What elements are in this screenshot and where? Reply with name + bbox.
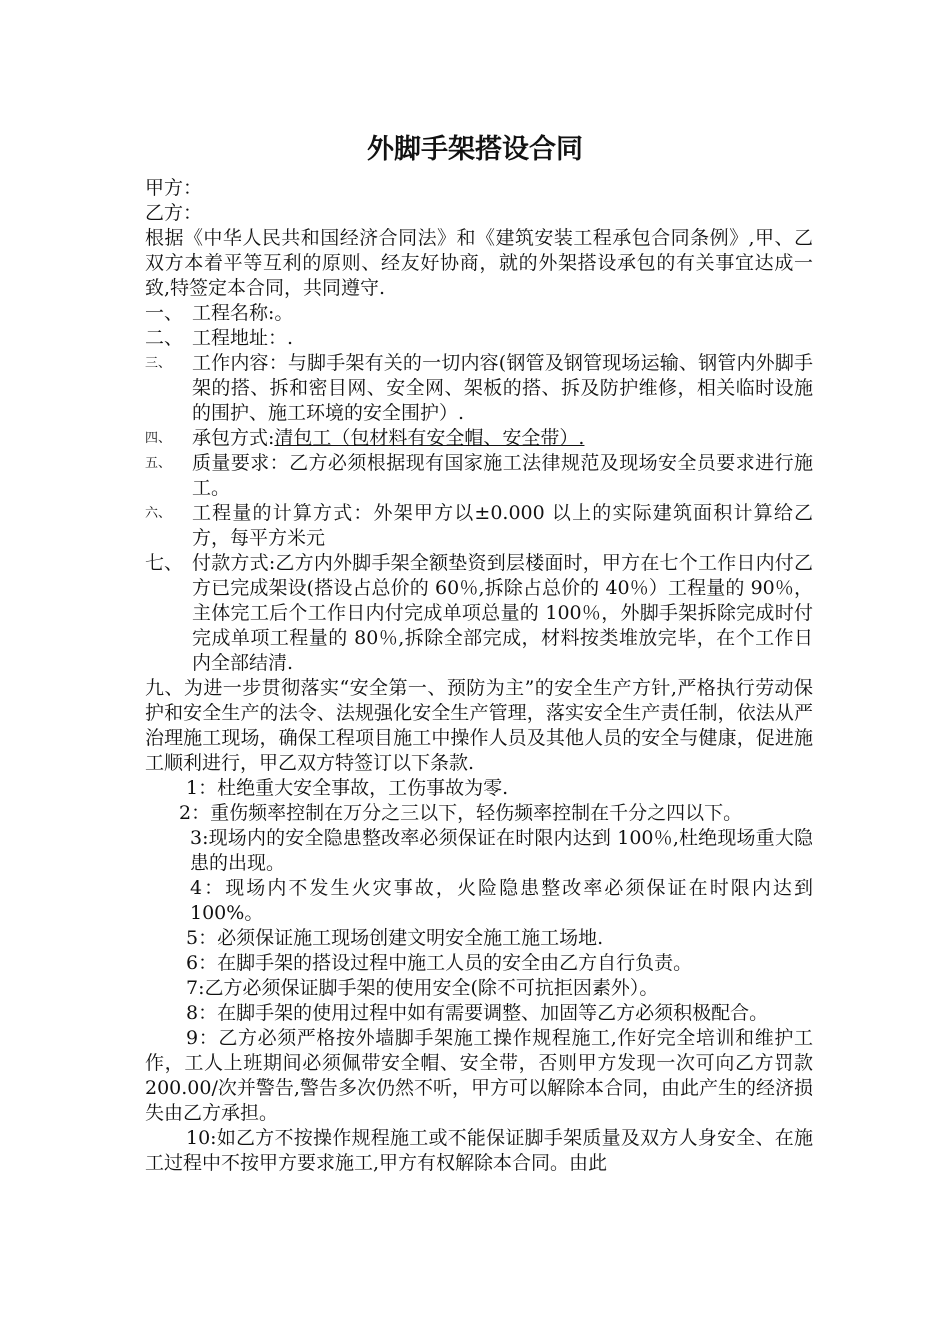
clause-project-name (145, 301, 813, 326)
safety-clause-7: 7:乙方必须保证脚手架的使用安全(除不可抗拒因素外）。 (186, 977, 659, 999)
safety-clause-5: 5：必须保证施工现场创建文明安全施工施工场地. (186, 927, 604, 949)
safety-clause-2: 2：重伤频率控制在万分之三以下，轻伤频率控制在千分之四以下。 (179, 802, 743, 824)
clause-quality (145, 451, 813, 501)
party-b-line: 乙方： (145, 202, 203, 224)
clause-text: 工程名称:。 (192, 302, 294, 324)
page-title: 外脚手架搭设合同 (367, 134, 583, 165)
safety-clause-8: 8：在脚手架的使用过程中如有需要调整、加固等乙方必须积极配合。 (186, 1002, 769, 1024)
clause-text: 工程地址：. (192, 327, 294, 349)
safety-clause-4: 4：现场内不发生火灾事故，火险隐患整改率必须保证在时限内达到 100%。 (190, 877, 813, 924)
clause-label: 承包方式: (192, 427, 275, 449)
clause-number: 二、 (145, 327, 184, 349)
section-nine-paragraph: 九、为进一步贯彻落实“安全第一、预防为主”的安全生产方针,严格执行劳动保护和安全生产的法令、法规强化安全生产管理，落实安全生产责任制，依法从严治理施工现场，确保工程项目施工中操作人员及其他人员的安全与健康，促进施工顺利进行，甲乙双方特签订以下条款. (145, 677, 813, 774)
intro-paragraph: 根据《中华人民共和国经济合同法》和《建筑安装工程承包合同条例》,甲、乙双方本着平等互利的原则、经友好协商，就的外架搭设承包的有关事宜达成一致,特签定本合同，共同遵守. (145, 227, 813, 299)
clause-number: 三、 (145, 356, 172, 371)
clause-work-content (145, 351, 813, 426)
clause-number: 四、 (145, 431, 172, 446)
clause-number: 一、 (145, 302, 184, 324)
clause-text (192, 426, 813, 451)
safety-clause-3: 3:现场内的安全隐患整改率必须保证在时限内达到 100％,杜绝现场重大隐患的出现。 (190, 827, 813, 874)
safety-clause-6: 6：在脚手架的搭设过程中施工人员的安全由乙方自行负责。 (186, 952, 693, 974)
contract-body (145, 176, 813, 1176)
clause-contract-method (145, 426, 813, 451)
safety-clause-10: 10:如乙方不按操作规程施工或不能保证脚手架质量及双方人身安全、在施工过程中不按甲方要求施工,甲方有权解除本合同。由此 (145, 1127, 813, 1174)
clause-text: 质量要求：乙方必须根据现有国家施工法律规范及现场安全员要求进行施工。 (192, 452, 813, 499)
clause-number: 六、 (145, 506, 172, 521)
underlined-text: 清包工（包材料有安全帽、安全带）. (274, 427, 585, 449)
clause-quantity-calc (145, 501, 813, 551)
party-a-line: 甲方： (145, 177, 203, 199)
safety-clause-9: 9：乙方必须严格按外墙脚手架施工操作规程施工,作好完全培训和维护工作，工人上班期间必须佩带安全帽、安全带，否则甲方发现一次可向乙方罚款 200.00/次并警告,警告多次仍然不听，甲方可以解除本合同，由此产生的经济损失由乙方承担。 (145, 1027, 813, 1124)
clause-number: 七、 (145, 552, 184, 574)
clause-text: 工程量的计算方式：外架甲方以±0.000 以上的实际建筑面积计算给乙方，每平方米元 (192, 502, 813, 549)
clause-project-address (145, 326, 813, 351)
clause-text: 工作内容：与脚手架有关的一切内容(钢管及钢管现场运输、钢管内外脚手架的搭、拆和密目网、安全网、架板的搭、拆及防护维修，相关临时设施的围护、施工环境的安全围护）. (192, 352, 813, 424)
clause-payment (145, 551, 813, 676)
safety-clause-1: 1：杜绝重大安全事故，工伤事故为零. (186, 777, 509, 799)
clause-text: 付款方式:乙方内外脚手架全额垫资到层楼面时，甲方在七个工作日内付乙方已完成架设(搭设占总价的 60％,拆除占总价的 40％）工程量的 90％，主体完工后个工作日内付完成单项总量的 100％，外脚手架拆除完成时付完成单项工程量的 80％,拆除全部完成，材料按类堆放完毕，在个工作日内全部结清. (192, 552, 813, 674)
clause-number: 五、 (145, 456, 172, 471)
